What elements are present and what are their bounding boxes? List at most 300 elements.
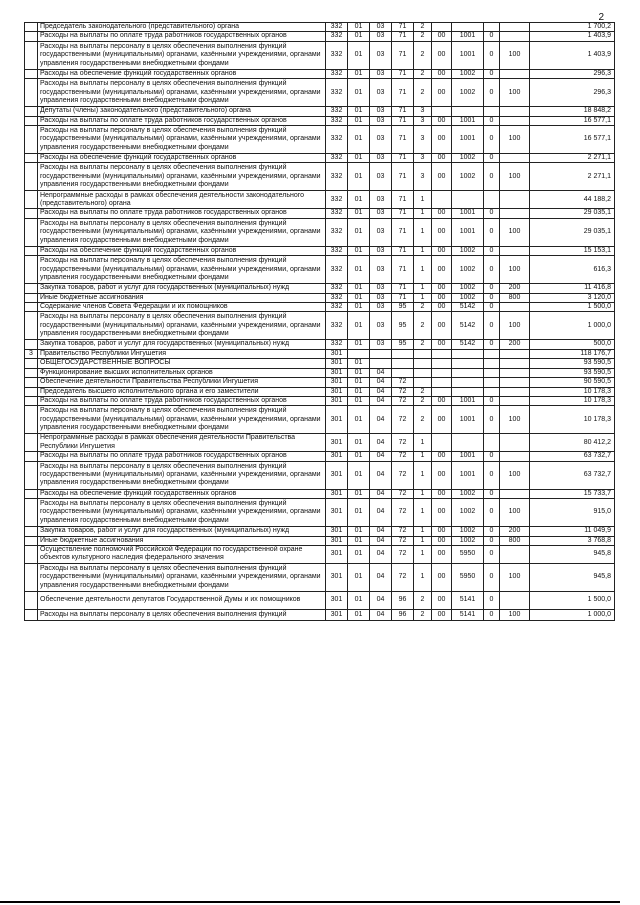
row-code-c7 <box>452 378 484 387</box>
row-code-c1: 332 <box>326 107 348 116</box>
row-code-c2: 01 <box>348 312 370 340</box>
row-code-c7 <box>452 191 484 209</box>
table-row <box>25 396 615 405</box>
row-code-no <box>25 116 38 125</box>
row-code-c6: 00 <box>432 545 452 563</box>
row-code-c2: 01 <box>348 340 370 349</box>
row-code-c6: 00 <box>432 563 452 591</box>
row-code-c4: 95 <box>392 340 414 349</box>
row-code-c5: 2 <box>414 312 432 340</box>
row-code-c2: 01 <box>348 126 370 154</box>
table-row <box>25 312 615 340</box>
row-code-c9 <box>500 489 530 498</box>
row-code-c6 <box>432 359 452 368</box>
row-amount: 15 153,1 <box>530 246 615 255</box>
table-row <box>25 527 615 536</box>
row-code-c8: 0 <box>484 303 500 312</box>
row-code-c3 <box>370 349 392 358</box>
row-code-c7: 5950 <box>452 545 484 563</box>
row-code-c2: 01 <box>348 359 370 368</box>
row-code-c1: 301 <box>326 591 348 609</box>
row-code-c6: 00 <box>432 218 452 246</box>
row-code-c8: 0 <box>484 461 500 489</box>
row-code-c6: 00 <box>432 41 452 69</box>
row-code-c9 <box>500 368 530 377</box>
row-name: Расходы на обеспечение функций государственных органов <box>38 69 326 78</box>
row-code-c7: 1001 <box>452 396 484 405</box>
row-code-c8: 0 <box>484 126 500 154</box>
row-code-c6: 00 <box>432 340 452 349</box>
row-code-c2: 01 <box>348 191 370 209</box>
row-code-c8: 0 <box>484 41 500 69</box>
row-code-c3: 03 <box>370 303 392 312</box>
row-code-c6 <box>432 368 452 377</box>
row-code-c6: 00 <box>432 499 452 527</box>
row-code-c7: 1001 <box>452 461 484 489</box>
row-code-c4: 72 <box>392 563 414 591</box>
row-code-c9: 100 <box>500 163 530 191</box>
row-amount: 945,8 <box>530 545 615 563</box>
row-code-c4: 72 <box>392 396 414 405</box>
row-code-c3: 04 <box>370 499 392 527</box>
row-code-c7: 1002 <box>452 527 484 536</box>
row-code-c4: 96 <box>392 591 414 609</box>
row-name: Обеспечение деятельности депутатов Государственной Думы и их помощников <box>38 591 326 609</box>
row-code-c2: 01 <box>348 32 370 41</box>
table-row <box>25 32 615 41</box>
row-code-c1: 332 <box>326 69 348 78</box>
table-row <box>25 218 615 246</box>
row-code-c2: 01 <box>348 303 370 312</box>
row-code-c6: 00 <box>432 609 452 620</box>
row-code-c7: 5142 <box>452 303 484 312</box>
table-row <box>25 284 615 293</box>
row-code-c5: 3 <box>414 116 432 125</box>
row-amount: 118 176,7 <box>530 349 615 358</box>
row-code-c4: 71 <box>392 32 414 41</box>
row-code-c5 <box>414 378 432 387</box>
row-code-c7 <box>452 368 484 377</box>
row-code-c5: 3 <box>414 126 432 154</box>
row-code-c8 <box>484 107 500 116</box>
row-code-c6: 00 <box>432 293 452 302</box>
row-code-c3 <box>370 359 392 368</box>
row-code-no <box>25 452 38 461</box>
row-code-c3: 03 <box>370 126 392 154</box>
row-code-c8: 0 <box>484 218 500 246</box>
row-code-c6 <box>432 23 452 32</box>
row-amount: 296,3 <box>530 79 615 107</box>
row-code-c2: 01 <box>348 41 370 69</box>
row-code-no <box>25 312 38 340</box>
row-code-c9: 100 <box>500 126 530 154</box>
row-code-c3: 04 <box>370 368 392 377</box>
row-code-c8 <box>484 191 500 209</box>
row-code-no <box>25 218 38 246</box>
row-code-c1: 301 <box>326 378 348 387</box>
row-amount: 16 577,1 <box>530 126 615 154</box>
table-row <box>25 434 615 452</box>
row-code-c4: 72 <box>392 434 414 452</box>
row-code-c8 <box>484 368 500 377</box>
row-code-c7 <box>452 349 484 358</box>
row-code-c5: 1 <box>414 209 432 218</box>
row-code-c8: 0 <box>484 209 500 218</box>
row-code-no <box>25 284 38 293</box>
table-row <box>25 191 615 209</box>
row-code-c1: 301 <box>326 527 348 536</box>
row-code-c5: 2 <box>414 303 432 312</box>
row-code-c3: 03 <box>370 41 392 69</box>
row-code-c2: 01 <box>348 396 370 405</box>
row-amount: 63 732,7 <box>530 452 615 461</box>
row-amount: 90 590,5 <box>530 378 615 387</box>
row-name: Непрограммные расходы в рамках обеспечения деятельности законодательного (представительного) органа <box>38 191 326 209</box>
row-code-c1: 301 <box>326 489 348 498</box>
row-name: Иные бюджетные ассигнования <box>38 536 326 545</box>
row-code-no <box>25 396 38 405</box>
table-row <box>25 545 615 563</box>
row-name: Правительство Республики Ингушетия <box>38 349 326 358</box>
table-row <box>25 387 615 396</box>
row-code-c4 <box>392 359 414 368</box>
row-code-no <box>25 209 38 218</box>
row-code-no <box>25 191 38 209</box>
row-code-c2: 01 <box>348 23 370 32</box>
row-code-c7: 5141 <box>452 591 484 609</box>
row-code-c4: 71 <box>392 218 414 246</box>
row-code-c2: 01 <box>348 461 370 489</box>
row-code-c1: 332 <box>326 116 348 125</box>
row-code-c5 <box>414 359 432 368</box>
row-code-c1: 332 <box>326 191 348 209</box>
row-code-c5: 1 <box>414 563 432 591</box>
row-code-c7: 1002 <box>452 154 484 163</box>
row-code-c5: 1 <box>414 527 432 536</box>
row-name: ОБЩЕГОСУДАРСТВЕННЫЕ ВОПРОСЫ <box>38 359 326 368</box>
row-code-c8: 0 <box>484 256 500 284</box>
table-row <box>25 69 615 78</box>
row-amount: 18 848,2 <box>530 107 615 116</box>
row-name: Расходы на выплаты персоналу в целях обеспечения выполнения функций государственными (муниципальными) органами, казёнными учреждениями, органами управления государственными внебюджетными фондами <box>38 312 326 340</box>
row-code-c7 <box>452 23 484 32</box>
row-code-c9 <box>500 396 530 405</box>
row-code-c4: 72 <box>392 406 414 434</box>
row-code-no <box>25 489 38 498</box>
row-name: Иные бюджетные ассигнования <box>38 293 326 302</box>
row-code-c1: 301 <box>326 359 348 368</box>
row-code-c8 <box>484 387 500 396</box>
row-amount: 1 500,0 <box>530 303 615 312</box>
row-code-c5: 1 <box>414 489 432 498</box>
row-code-c2: 01 <box>348 69 370 78</box>
row-code-c3: 03 <box>370 284 392 293</box>
row-code-c3: 03 <box>370 32 392 41</box>
table-row <box>25 41 615 69</box>
row-code-c5: 3 <box>414 107 432 116</box>
row-name: Непрограммные расходы в рамках обеспечения деятельности Правительства Республики Ингушетия <box>38 434 326 452</box>
row-code-c9 <box>500 378 530 387</box>
row-code-no <box>25 340 38 349</box>
row-code-c9 <box>500 349 530 358</box>
row-code-c4: 71 <box>392 191 414 209</box>
row-code-c6: 00 <box>432 489 452 498</box>
table-row <box>25 154 615 163</box>
row-code-c3: 03 <box>370 23 392 32</box>
row-code-c1: 301 <box>326 396 348 405</box>
row-code-c1: 332 <box>326 284 348 293</box>
row-amount: 1 000,0 <box>530 609 615 620</box>
row-code-c2: 01 <box>348 536 370 545</box>
row-amount: 296,3 <box>530 69 615 78</box>
row-code-c2: 01 <box>348 434 370 452</box>
row-code-c3: 04 <box>370 527 392 536</box>
row-code-c3: 04 <box>370 378 392 387</box>
row-code-c9: 200 <box>500 284 530 293</box>
row-amount: 29 035,1 <box>530 218 615 246</box>
row-name: Расходы на выплаты персоналу в целях обеспечения выполнения функций государственными (муниципальными) органами, казёнными учреждениями, органами управления государственными внебюджетными фондами <box>38 461 326 489</box>
row-code-no <box>25 303 38 312</box>
row-code-c8: 0 <box>484 284 500 293</box>
row-code-c3: 04 <box>370 396 392 405</box>
row-code-c2: 01 <box>348 499 370 527</box>
row-code-c5: 2 <box>414 396 432 405</box>
row-code-c2: 01 <box>348 293 370 302</box>
row-code-c8: 0 <box>484 489 500 498</box>
row-name: Расходы на выплаты персоналу в целях обеспечения выполнения функций государственными (муниципальными) органами, казёнными учреждениями, органами управления государственными внебюджетными фондами <box>38 218 326 246</box>
row-code-c2: 01 <box>348 591 370 609</box>
row-name: Расходы на выплаты по оплате труда работников государственных органов <box>38 116 326 125</box>
row-code-c4: 72 <box>392 489 414 498</box>
row-code-c4: 71 <box>392 126 414 154</box>
page-footer-rule <box>0 897 640 905</box>
row-code-c3: 03 <box>370 191 392 209</box>
budget-table <box>24 22 615 621</box>
row-code-c5: 2 <box>414 340 432 349</box>
row-code-c5: 2 <box>414 406 432 434</box>
table-row <box>25 293 615 302</box>
row-code-c5: 2 <box>414 23 432 32</box>
row-code-c6 <box>432 191 452 209</box>
row-code-c9 <box>500 69 530 78</box>
row-code-no <box>25 536 38 545</box>
row-name: Осуществление полномочий Российской Федерации по государственной охране объектов культурного наследия федерального значения <box>38 545 326 563</box>
row-code-c3: 03 <box>370 256 392 284</box>
row-code-c1: 332 <box>326 246 348 255</box>
row-code-c5: 2 <box>414 69 432 78</box>
row-code-c9: 100 <box>500 461 530 489</box>
row-code-c6: 00 <box>432 527 452 536</box>
table-row <box>25 536 615 545</box>
row-code-c3: 03 <box>370 154 392 163</box>
row-code-c7: 1001 <box>452 126 484 154</box>
row-code-c8: 0 <box>484 563 500 591</box>
row-code-c4: 71 <box>392 256 414 284</box>
row-code-c5: 1 <box>414 218 432 246</box>
row-amount: 2 271,1 <box>530 163 615 191</box>
row-code-c9 <box>500 209 530 218</box>
row-code-c7: 1002 <box>452 499 484 527</box>
row-name: Депутаты (члены) законодательного (представительного) органа <box>38 107 326 116</box>
row-code-c3: 03 <box>370 107 392 116</box>
row-code-c6: 00 <box>432 126 452 154</box>
row-code-c7: 1001 <box>452 218 484 246</box>
row-code-c6 <box>432 387 452 396</box>
table-row <box>25 116 615 125</box>
table-body <box>25 23 615 621</box>
row-code-c4 <box>392 368 414 377</box>
row-name: Расходы на выплаты персоналу в целях обеспечения выполнения функций государственными (муниципальными) органами, казёнными учреждениями, органами управления государственными внебюджетными фондами <box>38 163 326 191</box>
row-amount: 1 700,2 <box>530 23 615 32</box>
row-code-c1: 332 <box>326 23 348 32</box>
row-code-c5: 1 <box>414 256 432 284</box>
row-code-c8: 0 <box>484 69 500 78</box>
row-code-c4: 71 <box>392 41 414 69</box>
row-code-no <box>25 69 38 78</box>
table-row <box>25 23 615 32</box>
table-row <box>25 378 615 387</box>
row-code-no <box>25 461 38 489</box>
row-code-c8: 0 <box>484 406 500 434</box>
row-code-c4: 71 <box>392 246 414 255</box>
row-code-c8 <box>484 378 500 387</box>
row-code-c6: 00 <box>432 79 452 107</box>
row-amount: 93 590,5 <box>530 359 615 368</box>
row-code-c6: 00 <box>432 256 452 284</box>
row-code-c8: 0 <box>484 116 500 125</box>
row-code-c6: 00 <box>432 452 452 461</box>
row-name: Расходы на обеспечение функций государственных органов <box>38 154 326 163</box>
table-row <box>25 563 615 591</box>
row-code-c4: 72 <box>392 387 414 396</box>
row-code-c9 <box>500 191 530 209</box>
row-code-c3: 03 <box>370 163 392 191</box>
row-code-c6: 00 <box>432 591 452 609</box>
row-code-c1: 301 <box>326 368 348 377</box>
row-code-c7: 1002 <box>452 69 484 78</box>
row-code-c8: 0 <box>484 154 500 163</box>
row-code-c8 <box>484 359 500 368</box>
row-amount: 80 412,2 <box>530 434 615 452</box>
row-code-c9: 100 <box>500 406 530 434</box>
row-name: Расходы на выплаты персоналу в целях обеспечения выполнения функций государственными (муниципальными) органами, казёнными учреждениями, органами управления государственными внебюджетными фондами <box>38 499 326 527</box>
row-code-c3: 04 <box>370 545 392 563</box>
row-code-c6: 00 <box>432 461 452 489</box>
row-code-c5: 3 <box>414 154 432 163</box>
row-code-no <box>25 527 38 536</box>
row-name: Расходы на выплаты по оплате труда работников государственных органов <box>38 396 326 405</box>
row-code-c1: 332 <box>326 340 348 349</box>
table-row <box>25 349 615 358</box>
row-name: Председатель законодательного (представительного) органа <box>38 23 326 32</box>
row-amount: 3 120,0 <box>530 293 615 302</box>
row-code-c1: 301 <box>326 452 348 461</box>
row-code-c1: 301 <box>326 536 348 545</box>
row-code-c2 <box>348 349 370 358</box>
row-code-c4: 72 <box>392 378 414 387</box>
row-name: Расходы на обеспечение функций государственных органов <box>38 246 326 255</box>
row-code-no <box>25 563 38 591</box>
row-code-c8: 0 <box>484 79 500 107</box>
row-code-c2: 01 <box>348 489 370 498</box>
table-row <box>25 368 615 377</box>
row-amount: 1 403,9 <box>530 32 615 41</box>
row-code-c5: 2 <box>414 591 432 609</box>
row-code-c5: 2 <box>414 609 432 620</box>
row-code-c2: 01 <box>348 284 370 293</box>
row-code-c9: 800 <box>500 293 530 302</box>
row-code-c9 <box>500 452 530 461</box>
row-code-no <box>25 32 38 41</box>
row-code-no <box>25 387 38 396</box>
row-code-c2: 01 <box>348 79 370 107</box>
row-code-c8: 0 <box>484 527 500 536</box>
row-code-c5: 2 <box>414 41 432 69</box>
row-code-c2: 01 <box>348 256 370 284</box>
row-code-c4: 71 <box>392 163 414 191</box>
row-code-c9 <box>500 116 530 125</box>
row-code-no <box>25 434 38 452</box>
row-code-no <box>25 609 38 620</box>
row-code-c2: 01 <box>348 545 370 563</box>
row-code-c3: 03 <box>370 293 392 302</box>
row-code-c8: 0 <box>484 340 500 349</box>
row-code-c9: 100 <box>500 312 530 340</box>
row-code-c8: 0 <box>484 293 500 302</box>
row-code-c6: 00 <box>432 406 452 434</box>
row-amount: 44 188,2 <box>530 191 615 209</box>
row-code-c8: 0 <box>484 163 500 191</box>
row-code-c4: 71 <box>392 209 414 218</box>
row-code-c8: 0 <box>484 246 500 255</box>
row-code-no <box>25 499 38 527</box>
row-code-c3: 04 <box>370 591 392 609</box>
row-code-c4: 72 <box>392 461 414 489</box>
row-code-no <box>25 378 38 387</box>
row-code-no <box>25 293 38 302</box>
row-name: Расходы на выплаты персоналу в целях обеспечения выполнения функций государственными (муниципальными) органами, казёнными учреждениями, органами управления государственными внебюджетными фондами <box>38 41 326 69</box>
row-code-c6: 00 <box>432 163 452 191</box>
row-code-c4: 71 <box>392 69 414 78</box>
table-row <box>25 609 615 620</box>
row-code-c1: 332 <box>326 209 348 218</box>
row-code-c3: 04 <box>370 536 392 545</box>
row-code-c6 <box>432 349 452 358</box>
row-code-c9 <box>500 434 530 452</box>
table-row <box>25 163 615 191</box>
row-code-c9: 100 <box>500 79 530 107</box>
table-row <box>25 209 615 218</box>
row-code-c1: 332 <box>326 79 348 107</box>
row-name: Расходы на выплаты по оплате труда работников государственных органов <box>38 209 326 218</box>
row-code-c1: 301 <box>326 387 348 396</box>
row-code-no <box>25 154 38 163</box>
row-code-no <box>25 545 38 563</box>
row-code-c2: 01 <box>348 218 370 246</box>
row-code-c4: 72 <box>392 545 414 563</box>
table-row <box>25 79 615 107</box>
row-code-c2: 01 <box>348 246 370 255</box>
row-code-c9 <box>500 154 530 163</box>
row-code-c8: 0 <box>484 452 500 461</box>
row-code-c6: 00 <box>432 312 452 340</box>
row-code-c4: 72 <box>392 499 414 527</box>
row-code-c3: 04 <box>370 452 392 461</box>
row-code-c2: 01 <box>348 406 370 434</box>
row-code-c7: 5950 <box>452 563 484 591</box>
row-code-c7: 1002 <box>452 293 484 302</box>
row-code-c5: 1 <box>414 499 432 527</box>
